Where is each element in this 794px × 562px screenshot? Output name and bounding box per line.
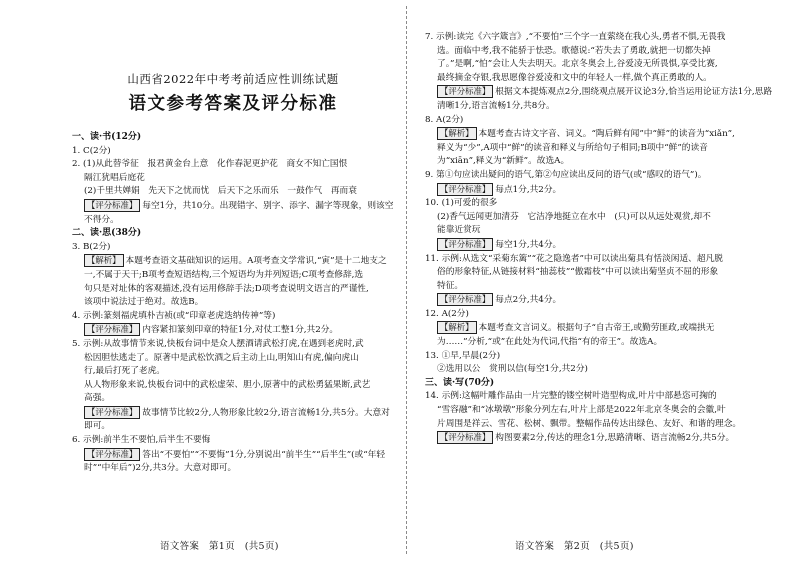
scoring-criteria-tag: 【评分标准】 bbox=[84, 199, 140, 212]
tag-text: 每空1分,共4分。 bbox=[495, 239, 562, 250]
answer-line: 时”“中年后”)2分,共3分。大意对即可。 bbox=[84, 463, 237, 474]
answer-line bbox=[425, 127, 780, 142]
tag-text: 答出“不要怕”“不要悔”1分,分别说出“前半生”“后半生”(或“年轻 bbox=[142, 449, 386, 460]
answer-line bbox=[72, 448, 394, 463]
answer-line: 6. 示例:前半生不要怕,后半生不要悔 bbox=[72, 435, 211, 446]
answer-line: 为“xiān”,释义为“新鲜”。故选A。 bbox=[437, 156, 570, 167]
scoring-criteria-tag: 【评分标准】 bbox=[437, 183, 493, 196]
answer-line: 从人物形象来说,快板台词中的武松虚荣、胆小,原著中的武松勇猛果断,武艺 bbox=[84, 379, 371, 390]
answer-line: (2)千里共婵娟 先天下之忧而忧 后天下之乐而乐 一鼓作气 再而衰 bbox=[84, 186, 357, 197]
answer-line: 片周围是祥云、雪花、松树、飘带。整幅作品传达出绿色、友好、和谐的理念。 bbox=[437, 418, 742, 429]
tag-text: 每点2分,共4分。 bbox=[495, 295, 562, 306]
exam-title: 山西省2022年中考考前适应性训练试题 bbox=[127, 72, 339, 86]
answer-line: 俗的形象特征,从链接材料“抽蕊枝”“傲霜枝”中可以读出菊坚贞不屈的形象 bbox=[437, 267, 719, 278]
scoring-criteria-tag: 【评分标准】 bbox=[437, 431, 493, 444]
tag-text: 每空1分，共10分。出现错字、别字、添字、漏字等现象，则该空不得分。 bbox=[84, 200, 394, 225]
answer-line: 松因胆怯逃走了。原著中是武松饮酒之后主动上山,明知山有虎,偏向虎山 bbox=[84, 352, 359, 363]
answer-line: 隔江犹唱后庭花 bbox=[84, 172, 145, 183]
scoring-criteria-tag: 【评分标准】 bbox=[437, 85, 493, 98]
answer-line: 句只是对址体的客观描述,没有运用修辞手法;D项考查说明文语言的严谨性, bbox=[84, 283, 369, 294]
tag-text: 构图要素2分,传达的理念1分,思路清晰、语言流畅2分,共5分。 bbox=[495, 433, 735, 444]
answer-line bbox=[425, 85, 780, 113]
page-divider bbox=[406, 6, 408, 554]
tag-text: 根据文本提炼观点2分,围绕观点展开议论3分,恰当运用论证方法1分,思路清晰1分,语言流畅1分,共8分。 bbox=[437, 87, 773, 111]
page-1-footer: 语文答案 第1页 (共5页) bbox=[160, 541, 279, 552]
answer-line: 该项中说法过于绝对。故选B。 bbox=[84, 297, 204, 308]
section-heading: 二、读·思(38分) bbox=[72, 228, 142, 239]
answer-line: (2)香气远闻更加清芬 它洁净地挺立在水中 (只)可以从远处观赏,却不 bbox=[437, 211, 711, 222]
answer-line bbox=[72, 199, 394, 227]
answer-line: 最终摘金夺银,我思愿像谷爱凌和文中的年轻人一样,做个真正勇敢的人。 bbox=[437, 72, 712, 83]
answer-line: 9. 第①句应读出疑问的语气,第②句应读出反问的语气(或“感叹的语气”)。 bbox=[425, 169, 707, 180]
answer-line bbox=[425, 238, 780, 253]
document-heading: 语文参考答案及评分标准 bbox=[128, 94, 338, 114]
answer-line: 特征。 bbox=[437, 280, 464, 291]
answer-line: 为……”分析,“或”在此处为代词,代指“有的帝王”。故选A。 bbox=[437, 337, 663, 348]
answer-line: 13. ①早,早晨(2分) bbox=[425, 350, 501, 361]
scoring-criteria-tag: 【评分标准】 bbox=[437, 238, 493, 251]
answer-line: 11. 示例:从选文“采菊东篱”“花之隐逸者”中可以读出菊具有恬淡闲适、超凡脱 bbox=[425, 253, 723, 264]
answer-line bbox=[72, 323, 394, 338]
answer-line bbox=[425, 321, 780, 336]
answer-line: 1. C(2分) bbox=[72, 145, 111, 156]
answer-line bbox=[72, 406, 394, 434]
scoring-criteria-tag: 【评分标准】 bbox=[437, 293, 493, 306]
answer-line bbox=[72, 254, 394, 269]
page-2-content bbox=[425, 31, 780, 446]
tag-text: 本题考查古诗文字音、词义。“陶后鲜有闻”中“鲜”的读音为“xiǎn”, bbox=[478, 129, 735, 140]
answer-line: 8. A(2分) bbox=[425, 114, 464, 125]
answer-line bbox=[425, 293, 780, 308]
answer-line: 14. 示例:这幅叶雕作品由一片完整的镂空树叶造型构成,叶片中部悬恣可掬的 bbox=[425, 391, 717, 402]
tag-text: 每点1分,共2分。 bbox=[495, 184, 562, 195]
page-1-content bbox=[72, 131, 394, 476]
tag-text: 本题考查文言词义。根据句子“自古帝王,或勤劳匪政,或端拱无 bbox=[478, 323, 715, 334]
analysis-tag: 【解析】 bbox=[437, 127, 477, 140]
answer-line: 了。”是啊,“怕”会让人失去明天。北京冬奥会上,谷爱凌无所畏惧,享受比赛, bbox=[437, 59, 718, 70]
answer-line: 高强。 bbox=[84, 393, 111, 404]
answer-line: 3. B(2分) bbox=[72, 241, 111, 252]
answer-line: ②选用以公 赏刑以信(每空1分,共2分) bbox=[437, 364, 588, 375]
page-2-footer: 语文答案 第2页 (共5页) bbox=[515, 541, 634, 552]
analysis-tag: 【解析】 bbox=[84, 254, 124, 267]
answer-line: 7. 示例:读完《六字箴言》,“不要怕”三个字一直萦绕在我心头,勇者不惧,无畏我 bbox=[425, 32, 726, 42]
answer-line: 5. 示例:从故事情节来说,快板台词中是众人摆酒请武松打虎,在遇到老虎时,武 bbox=[72, 338, 364, 349]
answer-line: 2. (1)从此替爷征 报君黄金台上意 化作春泥更护花 商女不知亡国恨 bbox=[72, 159, 348, 170]
answer-line: 选。面临中考,我不能骄于怯恐。歌德说:“若失去了勇敢,就把一切都失掉 bbox=[437, 45, 711, 56]
answer-line bbox=[425, 183, 780, 198]
answer-line: 行,最后打死了老虎。 bbox=[84, 366, 165, 377]
answer-line: 一,不属于天干;B项考查短语结构,三个短语均为并列短语;C项考查修辞,选 bbox=[84, 269, 364, 280]
scoring-criteria-tag: 【评分标准】 bbox=[84, 406, 140, 419]
section-heading: 一、读·书(12分) bbox=[72, 132, 142, 142]
answer-line: 释义为“少”,A项中“鲜”的读音和释义与所给句子相同;B项中“鲜”的读音 bbox=[437, 142, 708, 153]
tag-text: 内容紧扣篆刻印章的特征1分,对仗工整1分,共2分。 bbox=[142, 325, 339, 336]
analysis-tag: 【解析】 bbox=[437, 321, 477, 334]
answer-line: 12. A(2分) bbox=[425, 308, 469, 319]
answer-line: 4. 示例:篆刻福虎填朴吉祯(或“印章老虎迭纳传神”等) bbox=[72, 310, 276, 321]
scoring-criteria-tag: 【评分标准】 bbox=[84, 323, 140, 336]
answer-line: 能靠近赏玩 bbox=[437, 225, 481, 236]
tag-text: 本题考查语文基础知识的运用。A项考查文学常识,“寅”是十二地支之 bbox=[125, 256, 387, 267]
answer-line: “雪容融”和“冰墩墩”形象分列左右,叶片上部是2022年北京冬奥会的会徽,叶 bbox=[437, 405, 726, 416]
answer-line bbox=[425, 431, 780, 446]
scoring-criteria-tag: 【评分标准】 bbox=[84, 448, 140, 461]
section-heading: 三、读·写(70分) bbox=[425, 377, 495, 388]
tag-text: 故事情节比较2分,人物形象比较2分,语言流畅1分,共5分。大意对即可。 bbox=[84, 407, 390, 432]
answer-line: 10. (1)可爱的很多 bbox=[425, 198, 498, 209]
